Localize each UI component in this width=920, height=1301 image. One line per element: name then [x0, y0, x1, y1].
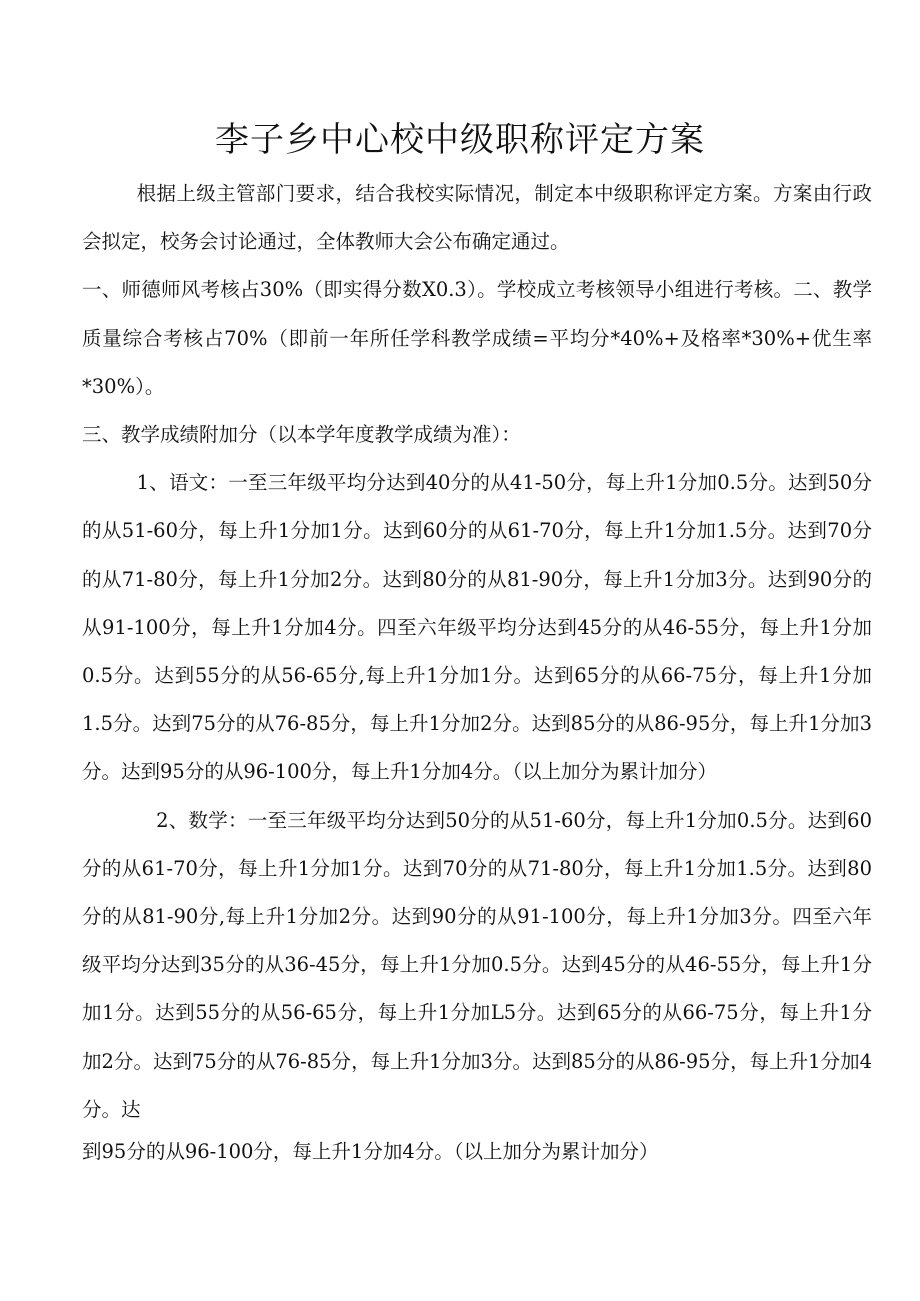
math-subject-paragraph: 2、数学：一至三年级平均分达到50分的从51-60分，每上升1分加0.5分。达到60分的从61-70分，每上升1分加1分。达到70分的从71-80分，每上升1分加1.5分。达到80分的从81-90分,每上升1分加2分。达到90分的从91-100分，每上升1分加3分。四至六年级平均分达到35分的从36-45分，每上升1分加0.5分。达到45分的从46-55分，每上升1分加1分。达到55分的从56-65分，每上升1分加L5分。达到65分的从66-75分，每上升1分加2分。达到75分的从76-85分，每上升1分加3分。达到85分的从86-95分，每上升1分加4分。达 — [82, 808, 872, 1121]
document-body — [82, 170, 872, 1170]
intro-paragraph: 根据上级主管部门要求，结合我校实际情况，制定本中级职称评定方案。方案由行政会拟定，校务会讨论通过，全体教师大会公布确定通过。 — [82, 182, 872, 254]
math-subject-continuation: 到95分的从96-100分，每上升1分加4分。（以上加分为累计加分） — [82, 1140, 659, 1164]
section-one-two-paragraph: 一、师德师风考核占30%（即实得分数X0.3）。学校成立考核领导小组进行考核。二、教学质量综合考核占70%（即前一年所任学科教学成绩=平均分*40%+及格率*30%+优生率*30%）。 — [82, 278, 872, 398]
section-three-heading: 三、教学成绩附加分（以本学年度教学成绩为准）： — [82, 423, 521, 447]
chinese-subject-paragraph: 1、语文：一至三年级平均分达到40分的从41-50分，每上升1分加0.5分。达到50分的从51-60分，每上升1分加1分。达到60分的从61-70分，每上升1分加1.5分。达到70分的从71-80分，每上升1分加2分。达到80分的从81-90分，每上升1分加3分。达到90分的从91-100分，每上升1分加4分。四至六年级平均分达到45分的从46-55分，每上升1分加0.5分。达到55分的从56-65分,每上升1分加1分。达到65分的从66-75分，每上升1分加1.5分。达到75分的从76-85分，每上升1分加2分。达到85分的从86-95分，每上升1分加3分。达到95分的从96-100分，每上升1分加4分。（以上加分为累计加分） — [82, 471, 872, 784]
document-title: 李子乡中心校中级职称评定方案 — [215, 120, 705, 160]
